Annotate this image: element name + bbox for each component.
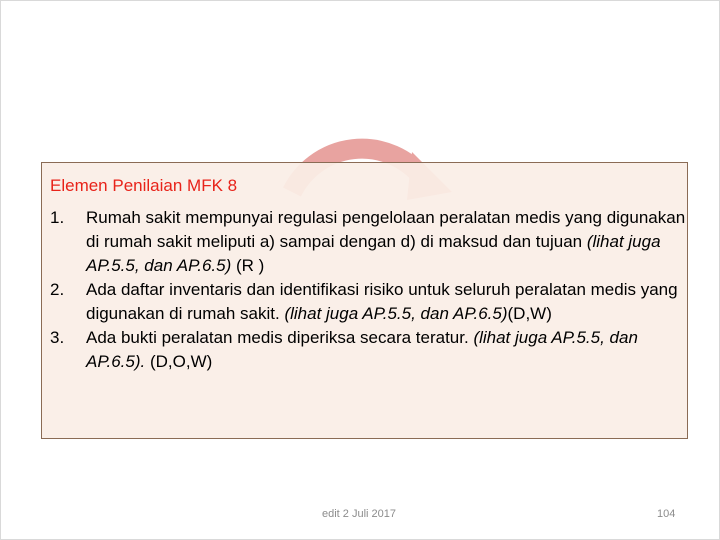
criteria-list (50, 206, 690, 374)
list-item (50, 326, 690, 374)
list-item-number: 2. (50, 280, 65, 299)
list-item-reference: (lihat juga AP.5.5, dan AP.6.5) (86, 232, 661, 275)
list-item-code: (D,W) (507, 304, 552, 323)
list-item (50, 278, 690, 326)
list-item-code: (D,O,W) (145, 352, 213, 371)
footer-date: edit 2 Juli 2017 (322, 508, 396, 520)
list-item-text: Rumah sakit mempunyai regulasi pengelolaan peralatan medis yang digunakan di rumah sakit meliputi a) sampai dengan d) di maksud dan tujuan (86, 208, 686, 251)
list-item-number: 1. (50, 208, 65, 227)
list-item-code: (R ) (231, 256, 265, 275)
list-item-text: Ada bukti peralatan medis diperiksa secara teratur. (86, 328, 474, 347)
page-number: 104 (657, 508, 676, 520)
section-heading: Elemen Penilaian MFK 8 (50, 176, 238, 195)
list-item-reference: (lihat juga AP.5.5, dan AP.6.5). (86, 328, 638, 371)
list-item-reference: (lihat juga AP.5.5, dan AP.6.5) (284, 304, 508, 323)
content-box (41, 162, 688, 439)
list-item (50, 206, 690, 278)
list-item-number: 3. (50, 328, 65, 347)
list-item-text: Ada daftar inventaris dan identifikasi risiko untuk seluruh peralatan medis yang digunakan di rumah sakit. (86, 280, 678, 323)
